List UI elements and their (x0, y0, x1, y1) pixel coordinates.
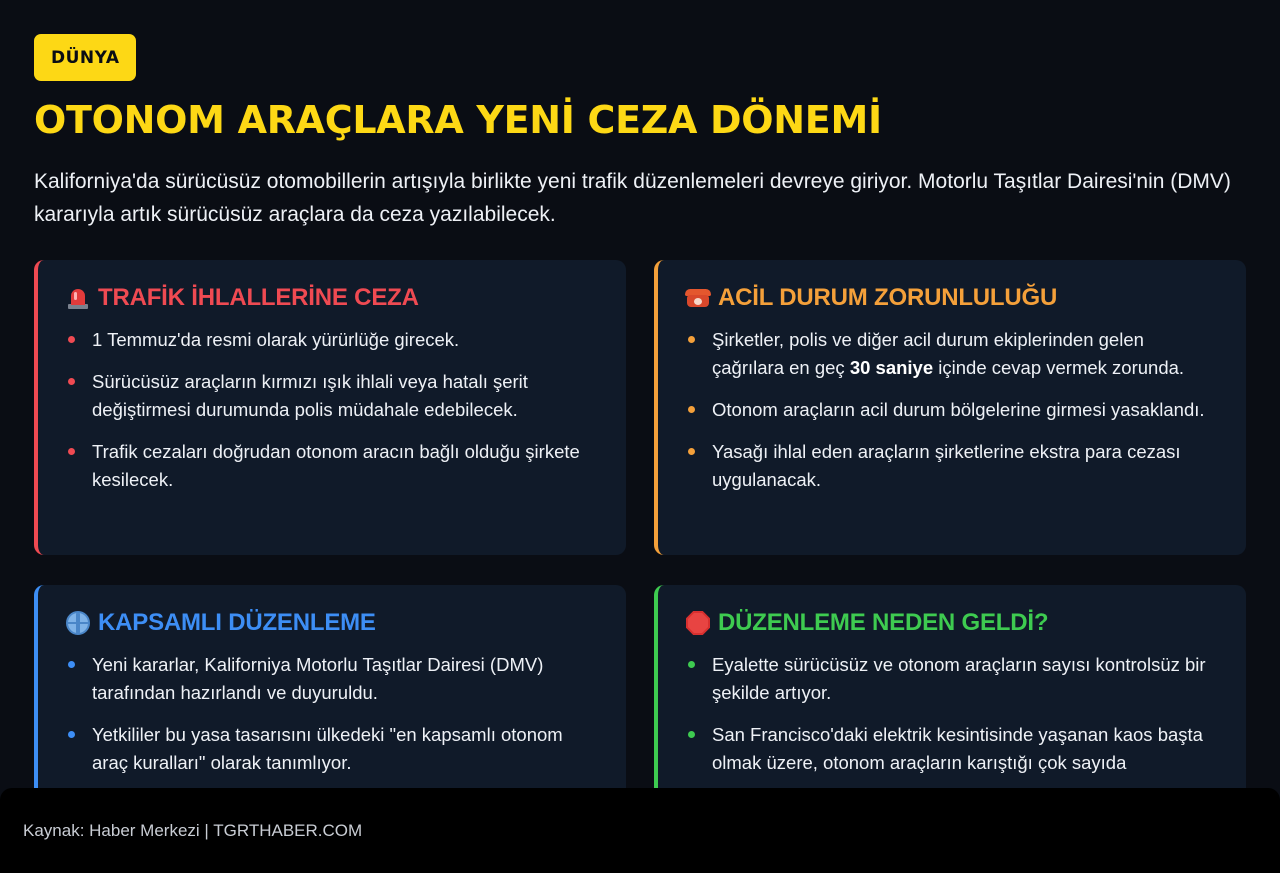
bullet-list (64, 326, 596, 494)
card-title (64, 609, 596, 637)
card-title-text: DÜZENLEME NEDEN GELDİ? (718, 609, 1049, 636)
category-badge: DÜNYA (34, 34, 136, 81)
card-title (64, 284, 596, 312)
bullet-icon (68, 336, 75, 343)
list-item: Otonom araçların acil durum bölgelerine girmesi yasaklandı. (684, 396, 1216, 424)
page-title: OTONOM ARAÇLARA YENİ CEZA DÖNEMİ (34, 98, 882, 142)
list-item: Şirketler, polis ve diğer acil durum ekiplerinden gelen çağrılara en geç 30 saniye içinde cevap vermek zorunda. (684, 326, 1216, 382)
list-item: Eyalette sürücüsüz ve otonom araçların sayısı kontrolsüz bir şekilde artıyor. (684, 651, 1216, 707)
list-item: Yeni kararlar, Kaliforniya Motorlu Taşıtlar Dairesi (DMV) tarafından hazırlandı ve duyuruldu. (64, 651, 596, 707)
list-item: Trafik cezaları doğrudan otonom aracın bağlı olduğu şirkete kesilecek. (64, 438, 596, 494)
bullet-icon (688, 731, 695, 738)
card-title-text: KAPSAMLI DÜZENLEME (98, 609, 376, 636)
globe-icon (64, 609, 92, 637)
telephone-icon (684, 284, 712, 312)
list-item: Yasağı ihlal eden araçların şirketlerine ekstra para cezası uygulanacak. (684, 438, 1216, 494)
card-title (684, 284, 1216, 312)
bullet-list (64, 651, 596, 777)
lead-paragraph: Kaliforniya'da sürücüsüz otomobillerin artışıyla birlikte yeni trafik düzenlemeleri devreye giriyor. Motorlu Taşıtlar Dairesi'nin (DMV) kararıyla artık sürücüsüz araçlara da ceza yazılabilecek. (34, 170, 1231, 226)
card-title-text: TRAFİK İHLALLERİNE CEZA (98, 284, 419, 311)
stop-sign-icon (684, 609, 712, 637)
bullet-icon (68, 378, 75, 385)
bullet-list (684, 326, 1216, 494)
bullet-icon (68, 731, 75, 738)
bullet-icon (688, 661, 695, 668)
card-emergency-requirement (654, 260, 1246, 555)
bullet-icon (68, 448, 75, 455)
list-item: Sürücüsüz araçların kırmızı ışık ihlali veya hatalı şerit değiştirmesi durumunda polis müdahale edebilecek. (64, 368, 596, 424)
bullet-icon (68, 661, 75, 668)
bullet-icon (688, 448, 695, 455)
bullet-icon (688, 406, 695, 413)
bullet-list (684, 651, 1216, 777)
siren-icon (64, 284, 92, 312)
list-item: 1 Temmuz'da resmi olarak yürürlüğe girecek. (64, 326, 596, 354)
card-traffic-violations (34, 260, 626, 555)
bullet-icon (688, 336, 695, 343)
card-title (684, 609, 1216, 637)
list-item: Yetkililer bu yasa tasarısını ülkedeki "en kapsamlı otonom araç kuralları" olarak tanımlıyor. (64, 721, 596, 777)
source-footer: Kaynak: Haber Merkezi | TGRTHABER.COM (0, 788, 1280, 873)
card-title-text: ACİL DURUM ZORUNLULUĞU (718, 284, 1058, 311)
list-item: San Francisco'daki elektrik kesintisinde yaşanan kaos başta olmak üzere, otonom araçların karıştığı çok sayıda (684, 721, 1216, 777)
